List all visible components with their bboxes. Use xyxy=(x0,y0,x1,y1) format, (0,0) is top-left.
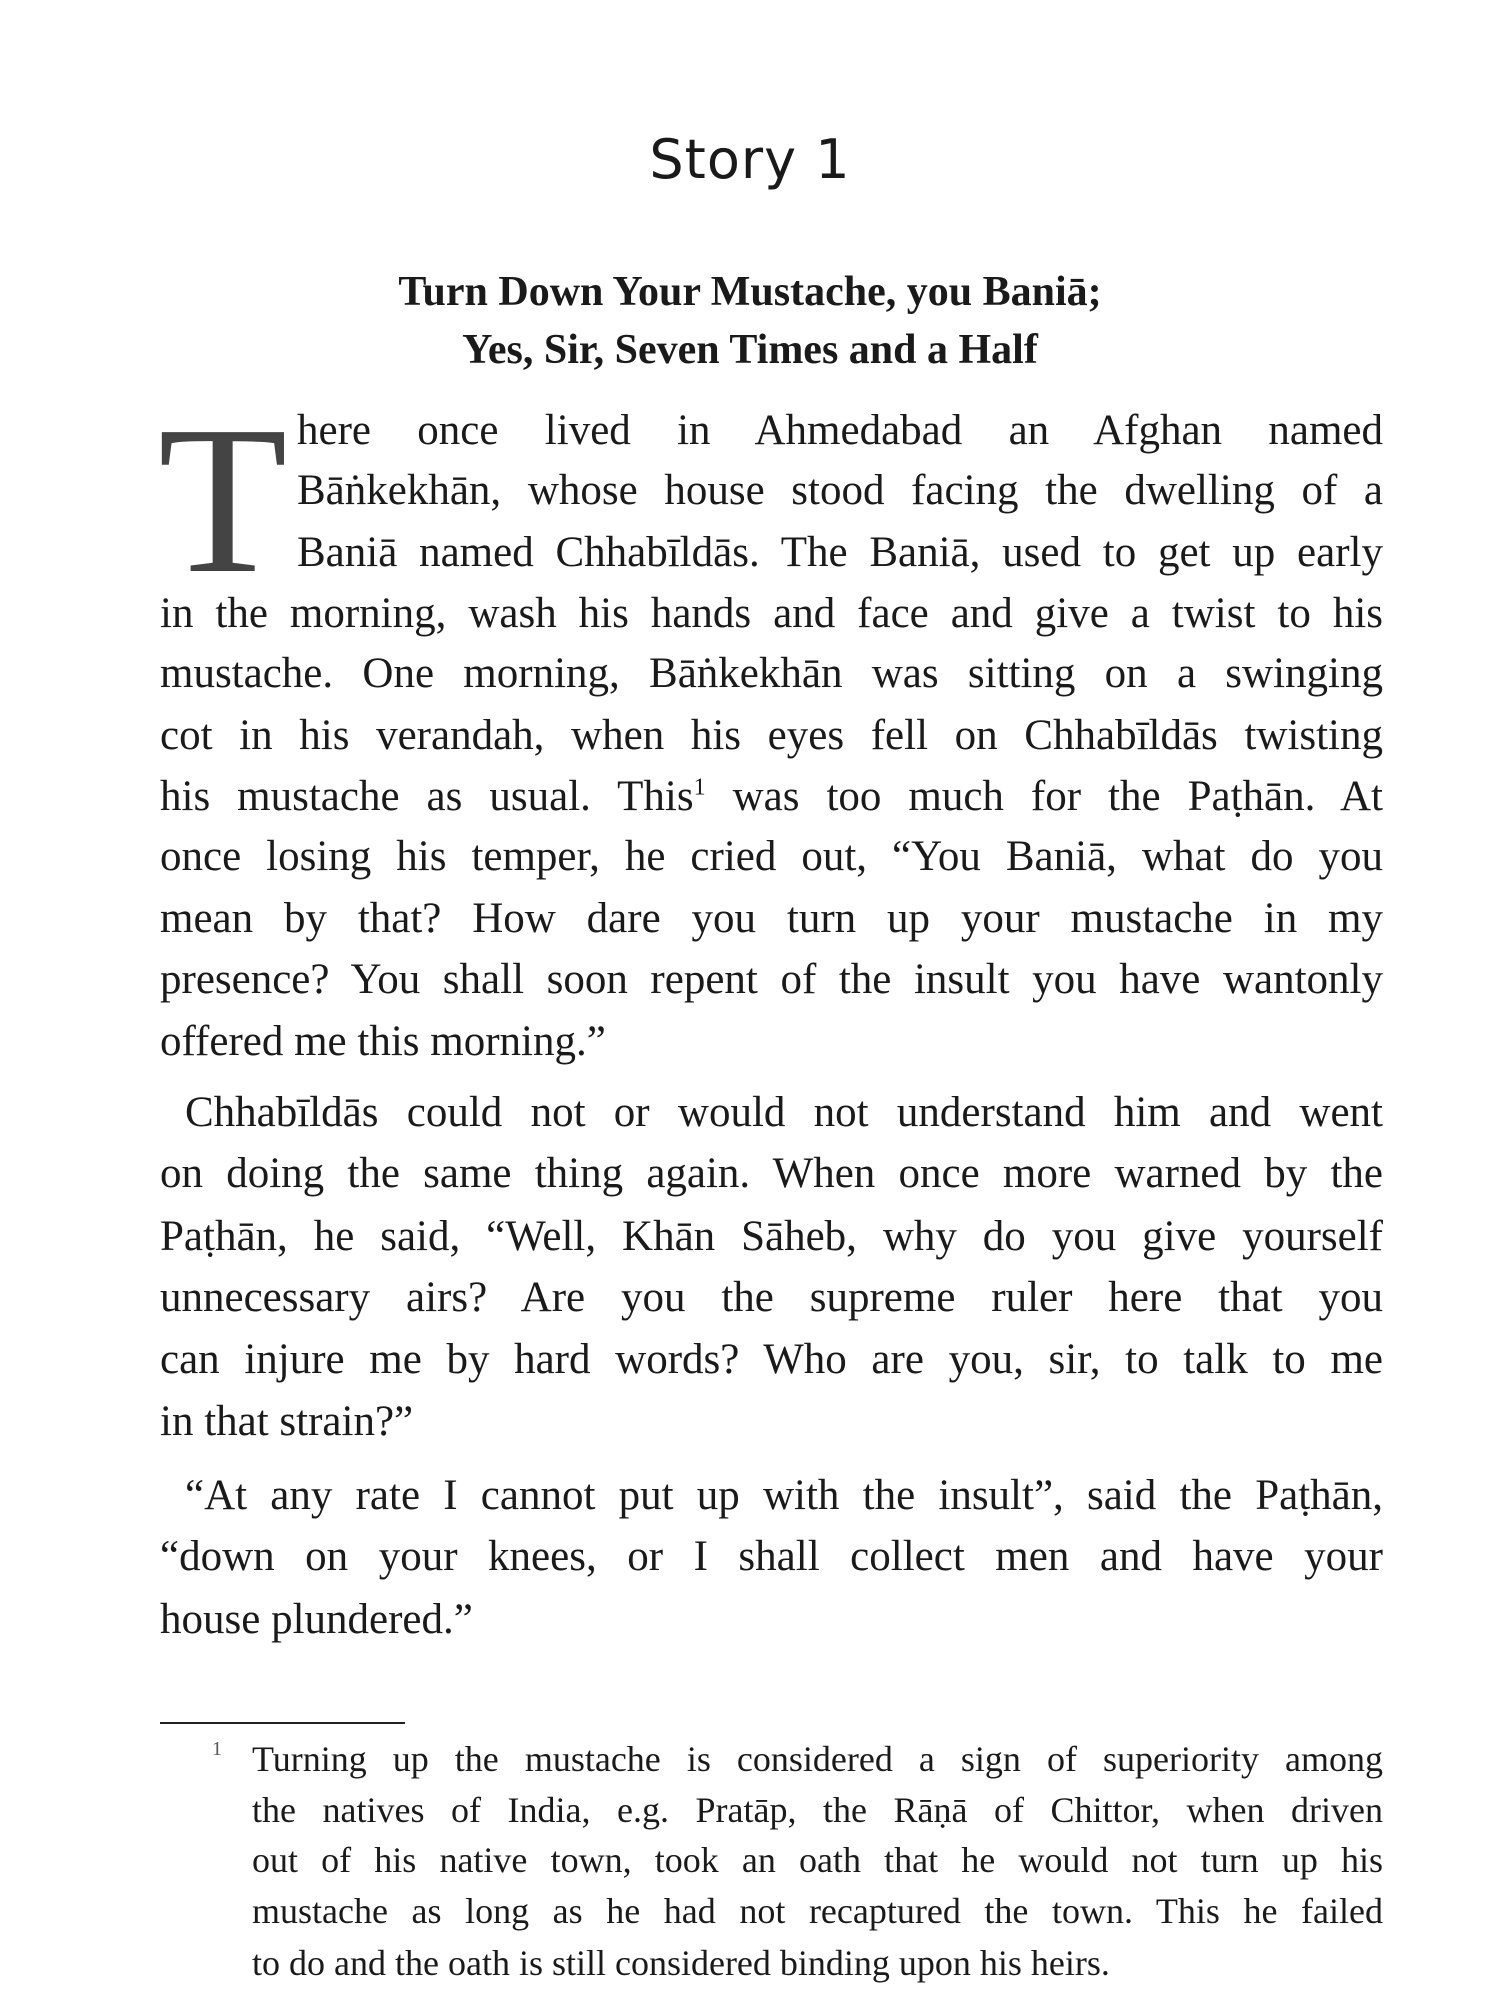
footnote-line: mustache as long as he had not recaptured the town. This he failed xyxy=(252,1891,1383,1931)
text-line: in that strain?” xyxy=(160,1398,414,1445)
text-line: here once lived in Ahmedabad an Afghan named xyxy=(297,407,1383,454)
text-line: once losing his temper, he cried out, “You Baniā, what do you xyxy=(160,833,1383,880)
footnote-reference[interactable]: 1 xyxy=(693,774,706,801)
text-line xyxy=(160,772,1383,822)
text-line: Bāṅkekhān, whose house stood facing the dwelling of a xyxy=(297,467,1383,514)
text-line: mean by that? How dare you turn up your mustache in my xyxy=(160,895,1383,942)
text-segment: his mustache as usual. This xyxy=(160,773,694,820)
text-line: can injure me by hard words? Who are you, sir, to talk to me xyxy=(160,1336,1383,1383)
story-heading-line-2: Yes, Sir, Seven Times and a Half xyxy=(462,327,1038,373)
text-segment: was too much for the Paṭhān. At xyxy=(705,773,1384,820)
story-title: Story 1 xyxy=(649,128,851,191)
text-line: presence? You shall soon repent of the insult you have wantonly xyxy=(160,956,1383,1003)
footnote-line: to do and the oath is still considered binding upon his heirs. xyxy=(252,1943,1110,1983)
footnote-divider xyxy=(160,1722,405,1724)
story-heading-line-1: Turn Down Your Mustache, you Baniā; xyxy=(398,269,1102,315)
text-line: Paṭhān, he said, “Well, Khān Sāheb, why do you give yourself xyxy=(160,1213,1383,1260)
text-line: mustache. One morning, Bāṅkekhān was sitting on a swinging xyxy=(160,650,1383,697)
footnote-line: Turning up the mustache is considered a sign of superiority among xyxy=(252,1739,1383,1779)
footnote-mark: 1 xyxy=(212,1738,222,1760)
text-line: “At any rate I cannot put up with the insult”, said the Paṭhān, xyxy=(185,1472,1383,1519)
text-line: unnecessary airs? Are you the supreme ruler here that you xyxy=(160,1274,1383,1321)
text-line: in the morning, wash his hands and face and give a twist to his xyxy=(160,590,1383,637)
drop-cap: T xyxy=(158,382,288,617)
footnote-line: the natives of India, e.g. Pratāp, the Rāṇā of Chittor, when driven xyxy=(252,1790,1383,1830)
footnote-line: out of his native town, took an oath that he would not turn up his xyxy=(252,1840,1383,1880)
text-line: on doing the same thing again. When once more warned by the xyxy=(160,1150,1383,1197)
text-line: house plundered.” xyxy=(160,1596,473,1643)
text-line: “down on your knees, or I shall collect men and have your xyxy=(160,1533,1383,1580)
text-line: offered me this morning.” xyxy=(160,1018,606,1065)
text-line: Baniā named Chhabīldās. The Baniā, used to get up early xyxy=(297,529,1383,576)
text-line: Chhabīldās could not or would not understand him and went xyxy=(185,1089,1383,1136)
text-line: cot in his verandah, when his eyes fell on Chhabīldās twisting xyxy=(160,712,1383,759)
